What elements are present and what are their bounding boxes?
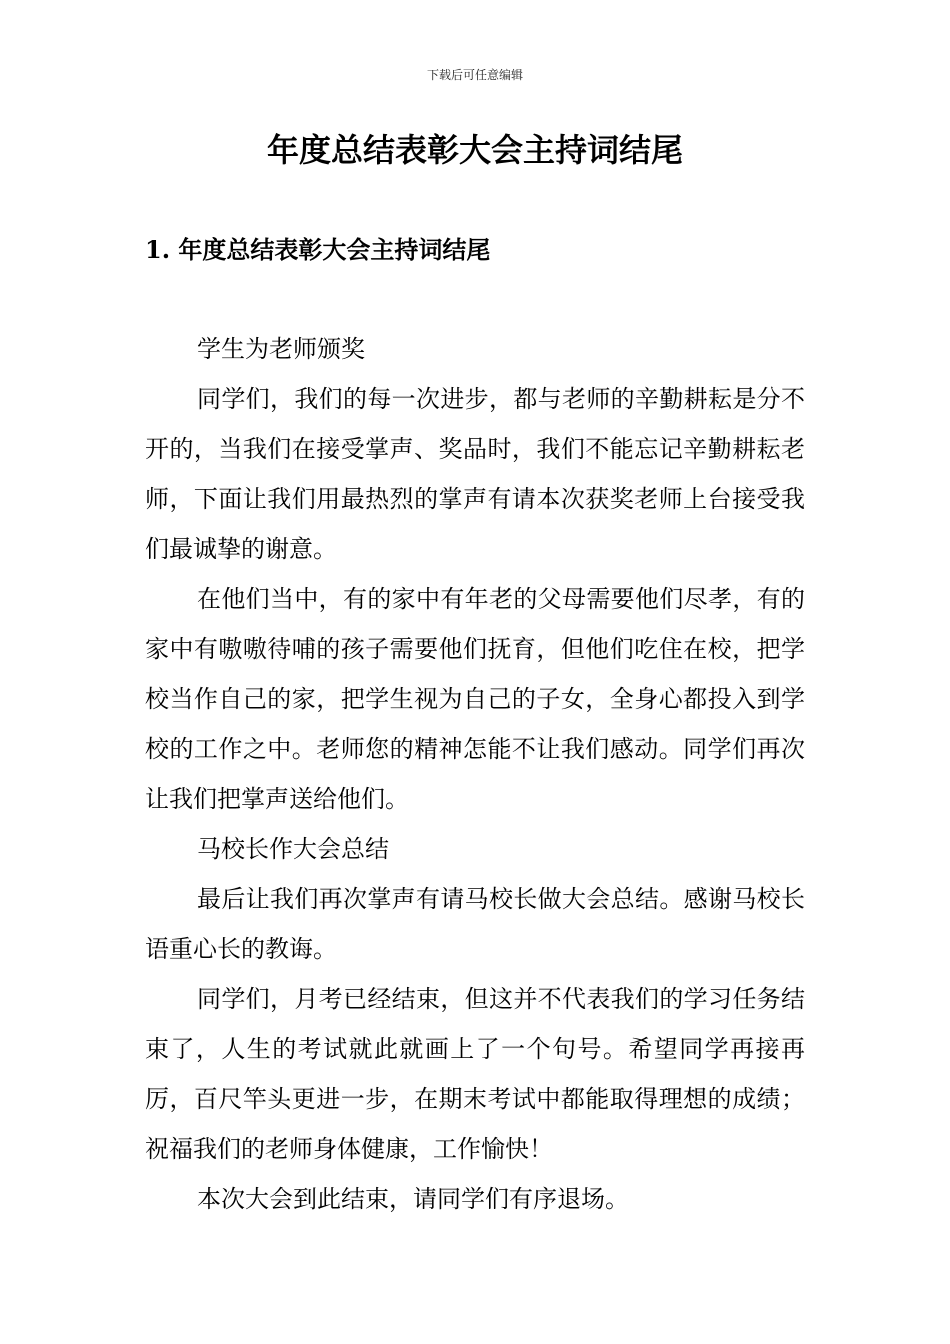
document-body — [145, 324, 805, 1224]
paragraph-principal-heading: 马校长作大会总结 — [197, 835, 389, 863]
paragraph-award-heading: 学生为老师颁奖 — [197, 335, 365, 363]
section-heading: 1. 年度总结表彰大会主持词结尾 — [145, 235, 491, 264]
paragraph-teachers-dedication: 在他们当中，有的家中有年老的父母需要他们尽孝，有的家中有嗷嗷待哺的孩子需要他们抚育，但他们吃住在校，把学校当作自己的家，把学生视为自己的子女，全身心都投入到学校的工作之中。老师您的精神怎能不让我们感动。同学们再次让我们把掌声送给他们。 — [145, 585, 805, 813]
header-note: 下载后可任意编辑 — [426, 68, 523, 82]
paragraph-award-intro: 同学们，我们的每一次进步，都与老师的辛勤耕耘是分不开的，当我们在接受掌声、奖品时，我们不能忘记辛勤耕耘老师，下面让我们用最热烈的掌声有请本次获奖老师上台接受我们最诚挚的谢意。 — [145, 385, 805, 563]
paragraph-meeting-end: 本次大会到此结束，请同学们有序退场。 — [197, 1185, 629, 1213]
paragraph-principal-summary: 最后让我们再次掌声有请马校长做大会总结。感谢马校长语重心长的教诲。 — [145, 885, 805, 963]
paragraph-closing-wishes: 同学们，月考已经结束，但这并不代表我们的学习任务结束了，人生的考试就此就画上了一个句号。希望同学再接再厉，百尺竿头更进一步，在期末考试中都能取得理想的成绩；祝福我们的老师身体健康，工作愉快！ — [145, 985, 805, 1163]
document-title: 年度总结表彰大会主持词结尾 — [266, 131, 683, 169]
